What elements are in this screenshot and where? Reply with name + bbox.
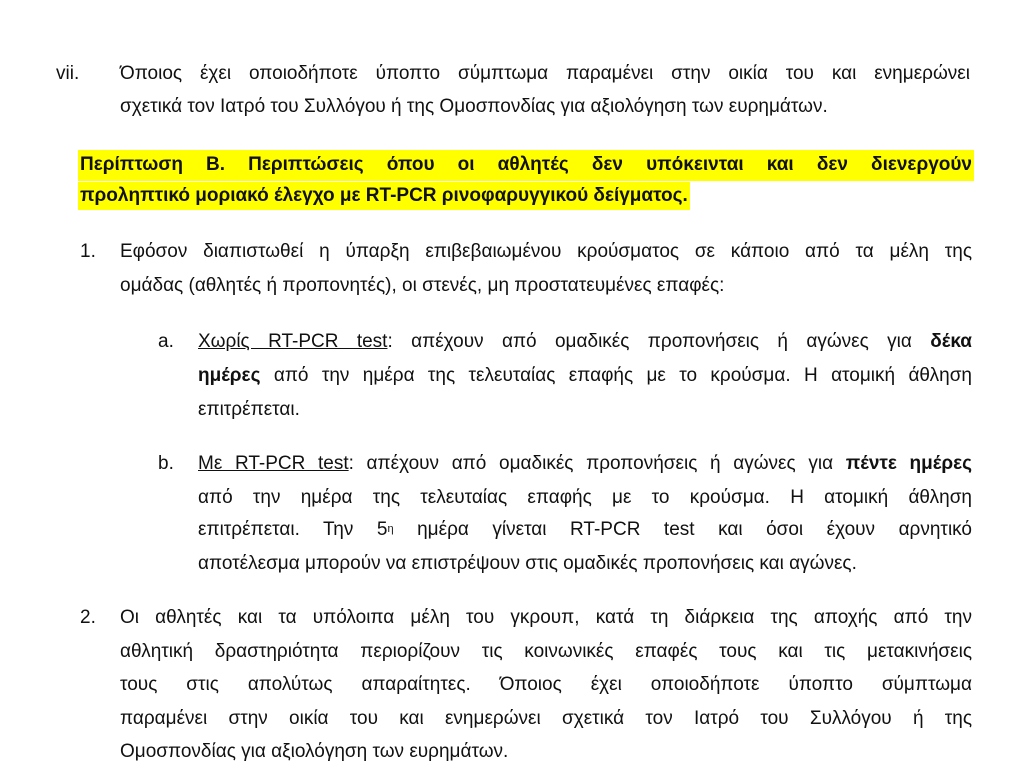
sub-b-line-1-rest: : απέχουν από ομαδικές προπονήσεις ή αγώνες για — [348, 453, 846, 474]
item-vii-line-2: σχετικά τον Ιατρό του Συλλόγου ή της Ομοσπονδίας για αξιολόγηση των ευρημάτων. — [120, 96, 828, 117]
sub-a-line-2-rest: από την ημέρα της τελευταίας επαφής με το κρούσμα. Η ατομική άθληση — [260, 365, 972, 386]
sub-a-line-2 — [198, 364, 972, 388]
sub-b-line-3 — [198, 518, 972, 542]
sub-a-line-1-bold: δέκα — [930, 331, 972, 352]
list-marker-1: 1. — [80, 241, 96, 262]
list-marker-b: b. — [158, 453, 174, 474]
case-b-heading-text-1: Περίπτωση Β. Περιπτώσεις όπου οι αθλητές δεν υπόκεινται και δεν διενεργούν — [78, 150, 974, 181]
list-marker-vii: vii. — [56, 63, 80, 84]
sub-b-label: Με RT-PCR test — [198, 453, 349, 474]
sub-b-line-4: αποτέλεσμα μπορούν να επιστρέψουν στις ομαδικές προπονήσεις και αγώνες. — [198, 553, 857, 574]
sub-b-line-1 — [198, 452, 972, 476]
item-2-line-2: αθλητική δραστηριότητα περιορίζουν τις κοινωνικές επαφές τους και τις μετακινήσεις — [120, 641, 972, 662]
item-2-line-3: τους στις απολύτως απαραίτητες. Όποιος έχει οποιοδήποτε ύποπτο σύμπτωμα — [120, 674, 972, 695]
item-1-line-1: Εφόσον διαπιστωθεί η ύπαρξη επιβεβαιωμένου κρούσματος σε κάποιο από τα μέλη της — [120, 241, 972, 262]
sub-b-line-1-bold: πέντε ημέρες — [845, 453, 973, 474]
sub-a-label: Χωρίς RT-PCR test — [198, 331, 388, 352]
case-b-heading-line-1 — [78, 150, 974, 181]
sub-a-line-3: επιτρέπεται. — [198, 399, 300, 420]
sub-a-line-1 — [198, 330, 972, 354]
sub-b-line-3-pre: επιτρέπεται. Την 5 — [198, 519, 388, 540]
case-b-heading-text-2: προληπτικό μοριακό έλεγχο με RT-PCR ρινοφαρυγγικού δείγματος. — [78, 182, 690, 210]
item-vii-line-1: Όποιος έχει οποιοδήποτε ύποπτο σύμπτωμα παραμένει στην οικία του και ενημερώνει — [120, 63, 970, 84]
item-2-line-4: παραμένει στην οικία του και ενημερώνει σχετικά τον Ιατρό του Συλλόγου ή της — [120, 708, 972, 729]
sub-b-line-3-post: ημέρα γίνεται RT-PCR test και όσοι έχουν αρνητικό — [393, 519, 972, 540]
sub-a-line-1-rest: : απέχουν από ομαδικές προπονήσεις ή αγώνες για — [387, 331, 931, 352]
sub-a-line-2-bold: ημέρες — [198, 365, 261, 386]
item-1-line-2: ομάδας (αθλητές ή προπονητές), οι στενές, μη προστατευμένες επαφές: — [120, 275, 725, 296]
sub-b-line-2: από την ημέρα της τελευταίας επαφής με το κρούσμα. Η ατομική άθληση — [198, 487, 972, 508]
list-marker-2: 2. — [80, 607, 96, 628]
sub-b-line-3-sup: η — [387, 523, 394, 535]
item-2-line-5: Ομοσπονδίας για αξιολόγηση των ευρημάτων. — [120, 741, 509, 762]
case-b-heading-line-2 — [78, 184, 690, 208]
list-marker-a: a. — [158, 331, 174, 352]
item-2-line-1: Οι αθλητές και τα υπόλοιπα μέλη του γκρουπ, κατά τη διάρκεια της αποχής από την — [120, 607, 972, 628]
